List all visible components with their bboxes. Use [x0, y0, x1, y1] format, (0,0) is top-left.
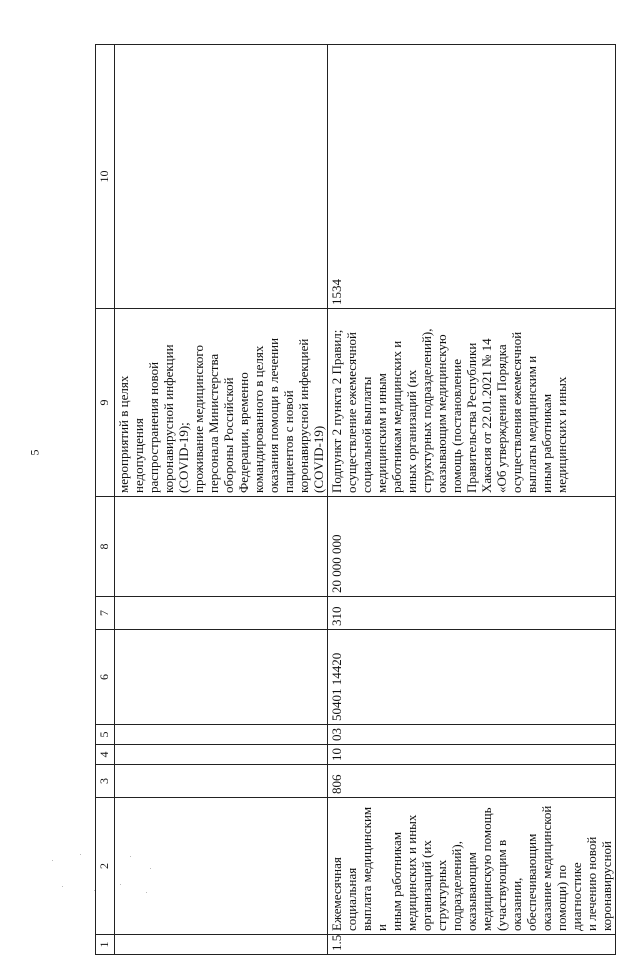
header-cell: 9	[96, 309, 115, 497]
cell-subsection	[115, 725, 328, 745]
cell-basis: Подпункт 2 пункта 2 Правил; осуществление ежемесячной социальной выплаты медицинским и иным работникам медицинских и иных организаций (их структурных подразделений), оказывающим медицинскую помощь (постановление Правительства Республики Хакасия от 22.01.2021 № 14 «Об утверждении Порядка осуществления ежемесячной выплаты медицинским и иным работникам медицинских и иных	[328, 309, 616, 497]
cell-section	[115, 745, 328, 765]
cell-number	[115, 935, 328, 955]
header-cell: 5	[96, 725, 115, 745]
table-row	[328, 45, 616, 955]
cell-name	[115, 798, 328, 935]
cell-code: 1534	[328, 45, 616, 309]
cell-section: 10	[328, 745, 616, 765]
cell-subsection: 03	[328, 725, 616, 745]
cell-ministry	[115, 765, 328, 798]
cell-ministry: 806	[328, 765, 616, 798]
header-cell: 3	[96, 765, 115, 798]
rotated-table-frame	[95, 45, 614, 955]
header-cell: 2	[96, 798, 115, 935]
header-cell: 4	[96, 745, 115, 765]
header-cell: 7	[96, 597, 115, 630]
cell-expense-type	[115, 597, 328, 630]
header-row	[96, 45, 115, 955]
cell-amount: 20 000 000	[328, 497, 616, 597]
cell-target-article: 50401 14420	[328, 630, 616, 725]
header-cell: 1	[96, 935, 115, 955]
cell-expense-type: 310	[328, 597, 616, 630]
header-cell: 8	[96, 497, 115, 597]
cell-target-article	[115, 630, 328, 725]
header-cell: 10	[96, 45, 115, 309]
header-cell: 6	[96, 630, 115, 725]
budget-table	[95, 44, 616, 955]
cell-amount	[115, 497, 328, 597]
table-row	[115, 45, 328, 955]
cell-number: 1.5	[328, 935, 616, 955]
cell-name: Ежемесячная социальная выплата медицинским и иным работникам медицинских и иных организаций (их структурных подразделений), оказывающим медицинскую помощь (участвующим в оказании, обеспечивающим оказание медицинской помощи) по диагностике и лечению новой коронавирусной	[328, 798, 616, 935]
page-number: 5	[27, 449, 42, 456]
cell-basis: мероприятий в целях недопущения распространения новой коронавирусной инфекции (COVID-19); проживание медицинского персонала Министерства обороны Российской Федерации, временно командированного в целях оказания помощи в лечении пациентов с новой коронавирусной инфекцией (COVID-19)	[115, 309, 328, 497]
cell-code	[115, 45, 328, 309]
